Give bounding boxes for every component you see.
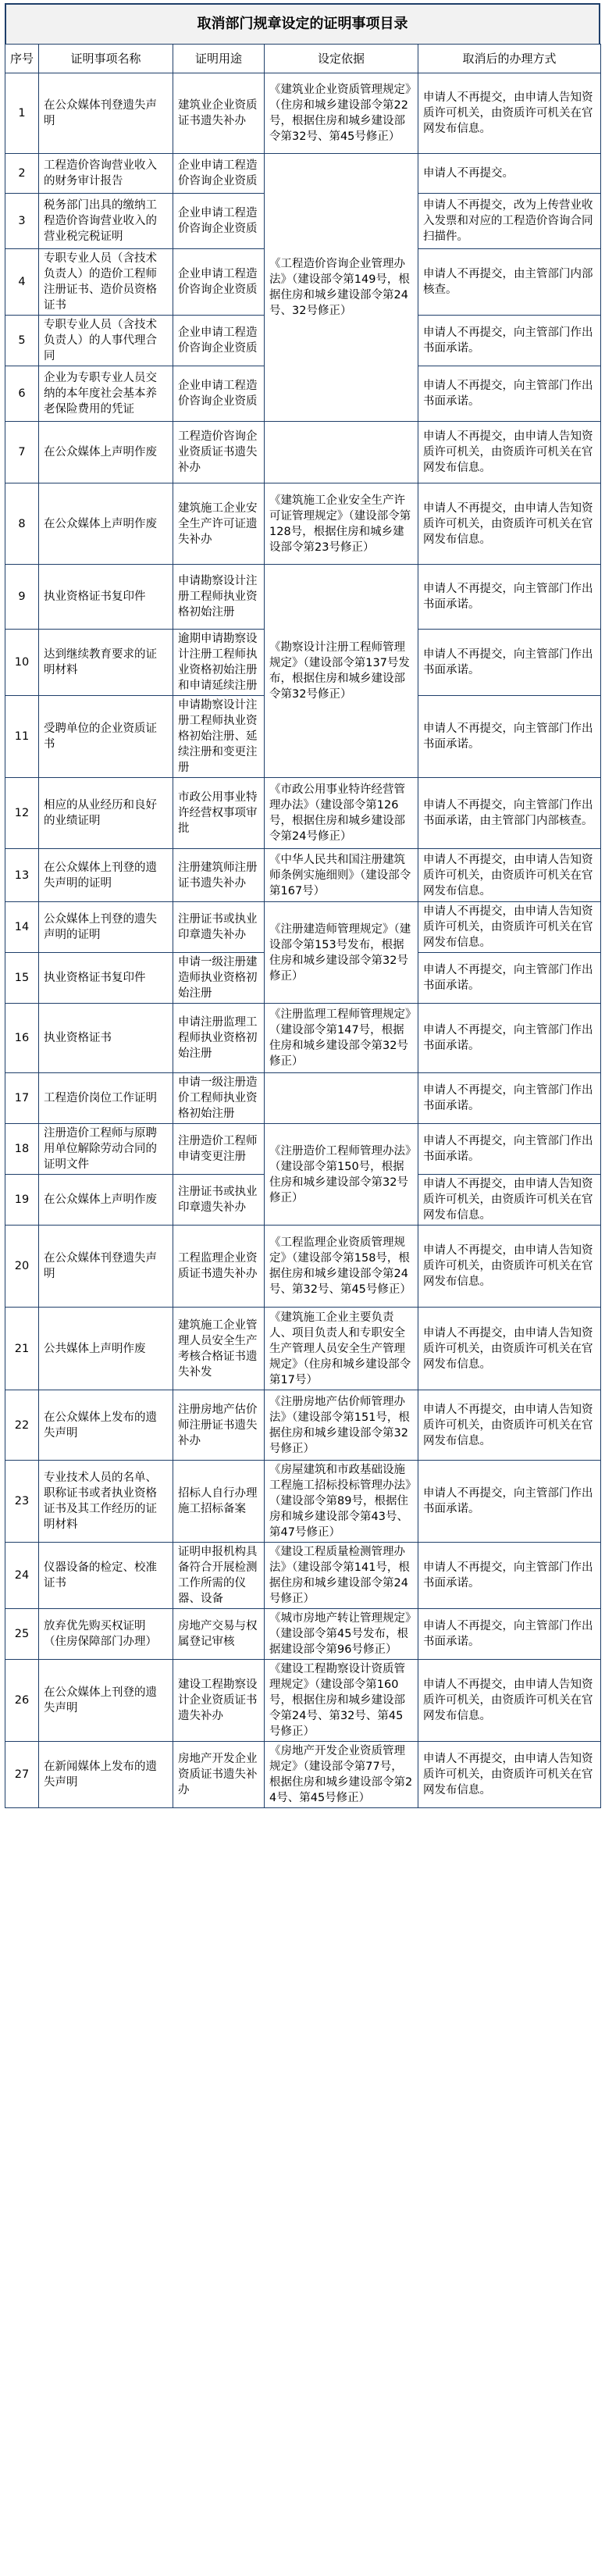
table-row (5, 154, 601, 194)
cell-method: 申请人不再提交，向主管部门作出书面承诺。 (418, 1543, 601, 1609)
cell-no: 5 (5, 316, 39, 366)
cell-purpose: 注册建筑师注册证书遗失补办 (173, 849, 265, 902)
cell-no: 9 (5, 565, 39, 630)
cell-basis (265, 1073, 418, 1124)
cell-basis: 《城市房地产转让管理规定》（建设部令第45号发布，根据建设部令第96号修正） (265, 1609, 418, 1660)
cell-purpose: 证明申报机构具备符合开展检测工作所需的仪器、设备 (173, 1543, 265, 1609)
cell-basis: 《工程监理企业资质管理规定》（建设部令第158号，根据住房和城乡建设部令第24号、第32号、第45号修正） (265, 1226, 418, 1308)
cell-name: 达到继续教育要求的证明材料 (39, 630, 173, 696)
cell-basis (265, 422, 418, 483)
cell-no: 13 (5, 849, 39, 902)
table-row (5, 1390, 601, 1461)
cell-purpose: 企业申请工程造价咨询企业资质 (173, 249, 265, 316)
cell-purpose: 逾期申请勘察设计注册工程师执业资格初始注册和申请延续注册 (173, 630, 265, 696)
cell-name: 执业资格证书复印件 (39, 953, 173, 1004)
cell-basis: 《勘察设计注册工程师管理规定》（建设部令第137号发布，根据住房和城乡建设部令第32号修正） (265, 565, 418, 778)
cell-basis: 《工程造价咨询企业管理办法》（建设部令第149号，根据住房和城乡建设部令第24号、32号修正） (265, 154, 418, 422)
cell-name: 企业为专职专业人员交纳的本年度社会基本养老保险费用的凭证 (39, 366, 173, 422)
cell-purpose: 工程造价咨询企业资质证书遗失补办 (173, 422, 265, 483)
cell-name: 工程造价岗位工作证明 (39, 1073, 173, 1124)
cell-method: 申请人不再提交，由主管部门内部核查。 (418, 249, 601, 316)
cell-name: 执业资格证书 (39, 1004, 173, 1073)
cell-purpose: 注册证书或执业印章遗失补办 (173, 1175, 265, 1226)
cell-basis: 《房地产开发企业资质管理规定》（建设部令第77号，根据住房和城乡建设部令第24号、第45号修正） (265, 1742, 418, 1808)
cell-basis: 《建筑业企业资质管理规定》（住房和城乡建设部令第22号，根据住房和城乡建设部令第32号、第45号修正） (265, 73, 418, 154)
cell-method: 申请人不再提交，向主管部门作出书面承诺。 (418, 316, 601, 366)
table-row (5, 565, 601, 630)
table-row (5, 1660, 601, 1742)
cell-basis: 《注册建造师管理规定》（建设部令第153号发布，根据住房和城乡建设部令第32号修正） (265, 902, 418, 1004)
cell-no: 3 (5, 194, 39, 249)
cell-name: 受聘单位的企业资质证书 (39, 696, 173, 778)
cell-basis: 《建设工程质量检测管理办法》（建设部令第141号，根据住房和城乡建设部令第24号修正） (265, 1543, 418, 1609)
cell-method: 申请人不再提交，由申请人告知资质许可机关，由资质许可机关在官网发布信息。 (418, 849, 601, 902)
cell-no: 19 (5, 1175, 39, 1226)
cell-name: 在公众媒体上发布的遗失声明 (39, 1390, 173, 1461)
cell-name: 在公众媒体上声明作废 (39, 1175, 173, 1226)
table-row (5, 1073, 601, 1124)
table-row (5, 902, 601, 953)
cell-no: 1 (5, 73, 39, 154)
table-row (5, 1742, 601, 1808)
cell-method: 申请人不再提交，向主管部门作出书面承诺。 (418, 1609, 601, 1660)
cell-no: 14 (5, 902, 39, 953)
cell-purpose: 招标人自行办理施工招标备案 (173, 1461, 265, 1543)
cell-no: 15 (5, 953, 39, 1004)
cell-method: 申请人不再提交，向主管部门作出书面承诺。 (418, 630, 601, 696)
cell-basis: 《建筑施工企业安全生产许可证管理规定》（建设部令第128号，根据住房和城乡建设部令第23号修正） (265, 483, 418, 565)
cell-method: 申请人不再提交。 (418, 154, 601, 194)
cell-no: 8 (5, 483, 39, 565)
table-header-row (5, 45, 601, 73)
cell-purpose: 房地产交易与权属登记审核 (173, 1609, 265, 1660)
cell-method: 申请人不再提交，由申请人告知资质许可机关，由资质许可机关在官网发布信息。 (418, 1660, 601, 1742)
cell-method: 申请人不再提交，向主管部门作出书面承诺。 (418, 1073, 601, 1124)
cell-no: 26 (5, 1660, 39, 1742)
table-row (5, 778, 601, 849)
cell-method: 申请人不再提交，由申请人告知资质许可机关，由资质许可机关在官网发布信息。 (418, 483, 601, 565)
table-row (5, 1308, 601, 1390)
cell-no: 16 (5, 1004, 39, 1073)
header-name: 证明事项名称 (39, 45, 173, 73)
cell-name: 工程造价咨询营业收入的财务审计报告 (39, 154, 173, 194)
cell-name: 专职专业人员（含技术负责人）的人事代理合同 (39, 316, 173, 366)
cell-method: 申请人不再提交，向主管部门作出书面承诺。 (418, 1124, 601, 1175)
table-row (5, 1609, 601, 1660)
cell-method: 申请人不再提交，由申请人告知资质许可机关，由资质许可机关在官网发布信息。 (418, 902, 601, 953)
table-row (5, 422, 601, 483)
cell-purpose: 申请勘察设计注册工程师执业资格初始注册、延续注册和变更注册 (173, 696, 265, 778)
cell-name: 税务部门出具的缴纳工程造价咨询营业收入的营业税完税证明 (39, 194, 173, 249)
cell-purpose: 市政公用事业特许经营权事项审批 (173, 778, 265, 849)
cell-purpose: 申请一级注册建造师执业资格初始注册 (173, 953, 265, 1004)
cell-method: 申请人不再提交，由申请人告知资质许可机关，由资质许可机关在官网发布信息。 (418, 73, 601, 154)
cell-name: 在公众媒体上刊登的遗失声明 (39, 1660, 173, 1742)
cell-basis: 《房屋建筑和市政基础设施工程施工招标投标管理办法》（建设部令第89号，根据住房和城乡建设部令第43号、第47号修正） (265, 1461, 418, 1543)
cell-no: 22 (5, 1390, 39, 1461)
cell-no: 24 (5, 1543, 39, 1609)
cell-purpose: 申请一级注册造价工程师执业资格初始注册 (173, 1073, 265, 1124)
cell-basis: 《注册监理工程师管理规定》（建设部令第147号，根据住房和城乡建设部令第32号修正） (265, 1004, 418, 1073)
cell-purpose: 注册证书或执业印章遗失补办 (173, 902, 265, 953)
cell-no: 11 (5, 696, 39, 778)
header-no: 序号 (5, 45, 39, 73)
cell-no: 7 (5, 422, 39, 483)
table-row (5, 1461, 601, 1543)
cell-method: 申请人不再提交，由申请人告知资质许可机关，由资质许可机关在官网发布信息。 (418, 1175, 601, 1226)
header-method: 取消后的办理方式 (418, 45, 601, 73)
cell-purpose: 注册造价工程师申请变更注册 (173, 1124, 265, 1175)
cell-purpose: 建筑施工企业安全生产许可证遗失补办 (173, 483, 265, 565)
cell-name: 在公众媒体刊登遗失声明 (39, 1226, 173, 1308)
cell-method: 申请人不再提交，由申请人告知资质许可机关，由资质许可机关在官网发布信息。 (418, 422, 601, 483)
cell-basis: 《注册房地产估价师管理办法》（建设部令第151号，根据住房和城乡建设部令第32号修正） (265, 1390, 418, 1461)
table-row (5, 483, 601, 565)
cell-method: 申请人不再提交，向主管部门作出书面承诺。 (418, 1004, 601, 1073)
table-row (5, 849, 601, 902)
table-row (5, 1004, 601, 1073)
cell-purpose: 申请注册监理工程师执业资格初始注册 (173, 1004, 265, 1073)
table-row (5, 73, 601, 154)
cell-purpose: 建筑业企业资质证书遗失补办 (173, 73, 265, 154)
document-title: 取消部门规章设定的证明事项目录 (5, 3, 600, 44)
cell-basis: 《注册造价工程师管理办法》（建设部令第150号，根据住房和城乡建设部令第32号修正） (265, 1124, 418, 1226)
table-row (5, 1226, 601, 1308)
cell-name: 在公众媒体上刊登的遗失声明的证明 (39, 849, 173, 902)
cell-name: 注册造价工程师与原聘用单位解除劳动合同的证明文件 (39, 1124, 173, 1175)
cell-purpose: 企业申请工程造价咨询企业资质 (173, 154, 265, 194)
cell-name: 专业技术人员的名单、职称证书或者执业资格证书及其工作经历的证明材料 (39, 1461, 173, 1543)
cell-method: 申请人不再提交，向主管部门作出书面承诺，由主管部门内部核查。 (418, 778, 601, 849)
cell-name: 在公众媒体上声明作废 (39, 422, 173, 483)
cell-no: 10 (5, 630, 39, 696)
table-body (5, 73, 601, 1808)
cell-method: 申请人不再提交，向主管部门作出书面承诺。 (418, 366, 601, 422)
cell-no: 17 (5, 1073, 39, 1124)
cell-purpose: 注册房地产估价师注册证书遗失补办 (173, 1390, 265, 1461)
cell-name: 执业资格证书复印件 (39, 565, 173, 630)
cell-name: 放弃优先购买权证明（住房保障部门办理） (39, 1609, 173, 1660)
cell-no: 12 (5, 778, 39, 849)
cell-basis: 《建设工程勘察设计资质管理规定》（建设部令第160号，根据住房和城乡建设部令第24号、第32号、第45号修正） (265, 1660, 418, 1742)
cell-no: 4 (5, 249, 39, 316)
cell-no: 18 (5, 1124, 39, 1175)
cell-name: 专职专业人员（含技术负责人）的造价工程师注册证书、造价员资格证书 (39, 249, 173, 316)
cell-method: 申请人不再提交，由申请人告知资质许可机关，由资质许可机关在官网发布信息。 (418, 1226, 601, 1308)
cell-purpose: 申请勘察设计注册工程师执业资格初始注册 (173, 565, 265, 630)
cell-no: 23 (5, 1461, 39, 1543)
cell-no: 25 (5, 1609, 39, 1660)
header-basis: 设定依据 (265, 45, 418, 73)
cell-method: 申请人不再提交，由申请人告知资质许可机关，由资质许可机关在官网发布信息。 (418, 1742, 601, 1808)
cell-name: 在公众媒体刊登遗失声明 (39, 73, 173, 154)
cell-no: 6 (5, 366, 39, 422)
cell-method: 申请人不再提交，向主管部门作出书面承诺。 (418, 953, 601, 1004)
header-purpose: 证明用途 (173, 45, 265, 73)
cell-method: 申请人不再提交，向主管部门作出书面承诺。 (418, 1461, 601, 1543)
cell-name: 仪器设备的检定、校准证书 (39, 1543, 173, 1609)
cell-method: 申请人不再提交，向主管部门作出书面承诺。 (418, 565, 601, 630)
cell-no: 27 (5, 1742, 39, 1808)
cell-method: 申请人不再提交，由申请人告知资质许可机关，由资质许可机关在官网发布信息。 (418, 1390, 601, 1461)
cell-no: 20 (5, 1226, 39, 1308)
cell-no: 2 (5, 154, 39, 194)
cell-purpose: 企业申请工程造价咨询企业资质 (173, 316, 265, 366)
cell-name: 公共媒体上声明作废 (39, 1308, 173, 1390)
cell-name: 在新闻媒体上发布的遗失声明 (39, 1742, 173, 1808)
cell-name: 在公众媒体上声明作废 (39, 483, 173, 565)
cell-method: 申请人不再提交，改为上传营业收入发票和对应的工程造价咨询合同扫描件。 (418, 194, 601, 249)
cell-basis: 《市政公用事业特许经营管理办法》（建设部令第126号，根据住房和城乡建设部令第24号修正） (265, 778, 418, 849)
cell-method: 申请人不再提交，由申请人告知资质许可机关，由资质许可机关在官网发布信息。 (418, 1308, 601, 1390)
table-row (5, 1124, 601, 1175)
cell-method: 申请人不再提交，向主管部门作出书面承诺。 (418, 696, 601, 778)
cell-purpose: 企业申请工程造价咨询企业资质 (173, 194, 265, 249)
table-row (5, 1543, 601, 1609)
cell-basis: 《中华人民共和国注册建筑师条例实施细则》（建设部令第167号） (265, 849, 418, 902)
cell-purpose: 企业申请工程造价咨询企业资质 (173, 366, 265, 422)
cell-no: 21 (5, 1308, 39, 1390)
cell-purpose: 房地产开发企业资质证书遗失补办 (173, 1742, 265, 1808)
cell-purpose: 建筑施工企业管理人员安全生产考核合格证书遗失补发 (173, 1308, 265, 1390)
certificate-items-table (5, 44, 601, 1808)
cell-purpose: 建设工程勘察设计企业资质证书遗失补办 (173, 1660, 265, 1742)
cell-name: 公众媒体上刊登的遗失声明的证明 (39, 902, 173, 953)
cell-basis: 《建筑施工企业主要负责人、项目负责人和专职安全生产管理人员安全生产管理规定》（住房和城乡建设部令第17号） (265, 1308, 418, 1390)
cell-purpose: 工程监理企业资质证书遗失补办 (173, 1226, 265, 1308)
cell-name: 相应的从业经历和良好的业绩证明 (39, 778, 173, 849)
